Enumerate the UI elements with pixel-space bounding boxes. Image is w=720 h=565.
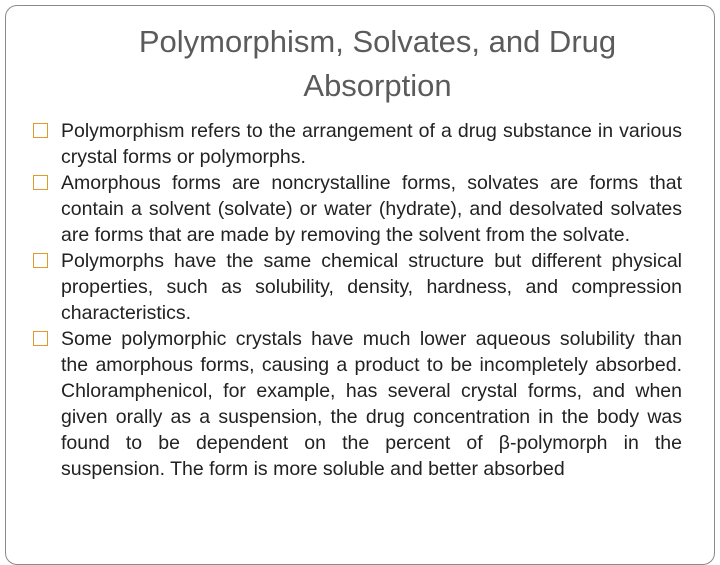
bullet-text: Amorphous forms are noncrystalline forms, solvates are forms that contain a solvent (solvate) or water (hydrate), and desolvated solvates are forms that are made by removing the solvent from the solvate. (61, 172, 682, 246)
bullet-text: Polymorphs have the same chemical structure but different physical properties, such as solubility, density, hardness, and compression characteristics. (61, 250, 682, 324)
list-item (32, 248, 682, 326)
square-bullet-icon (33, 331, 48, 346)
list-item (32, 326, 682, 482)
list-item (32, 118, 682, 170)
bullet-text: Some polymorphic crystals have much lower aqueous solubility than the amorphous forms, causing a product to be incompletely absorbed. Chloramphenicol, for example, has several crystal forms, and when given orally as a suspension, the drug concentration in the body was found to be dependent on the percent of β-polymorph in the suspension. The form is more soluble and better absorbed (61, 328, 682, 480)
title-line-1: Polymorphism, Solvates, and Drug (138, 24, 617, 59)
bullet-text: Polymorphism refers to the arrangement of a drug substance in various crystal forms or polymorphs. (61, 120, 682, 168)
square-bullet-icon (33, 123, 48, 138)
title-line-2: Absorption (303, 68, 452, 103)
slide-title (40, 20, 715, 108)
bullet-list (32, 118, 682, 482)
square-bullet-icon (33, 175, 48, 190)
square-bullet-icon (33, 253, 48, 268)
list-item (32, 170, 682, 248)
